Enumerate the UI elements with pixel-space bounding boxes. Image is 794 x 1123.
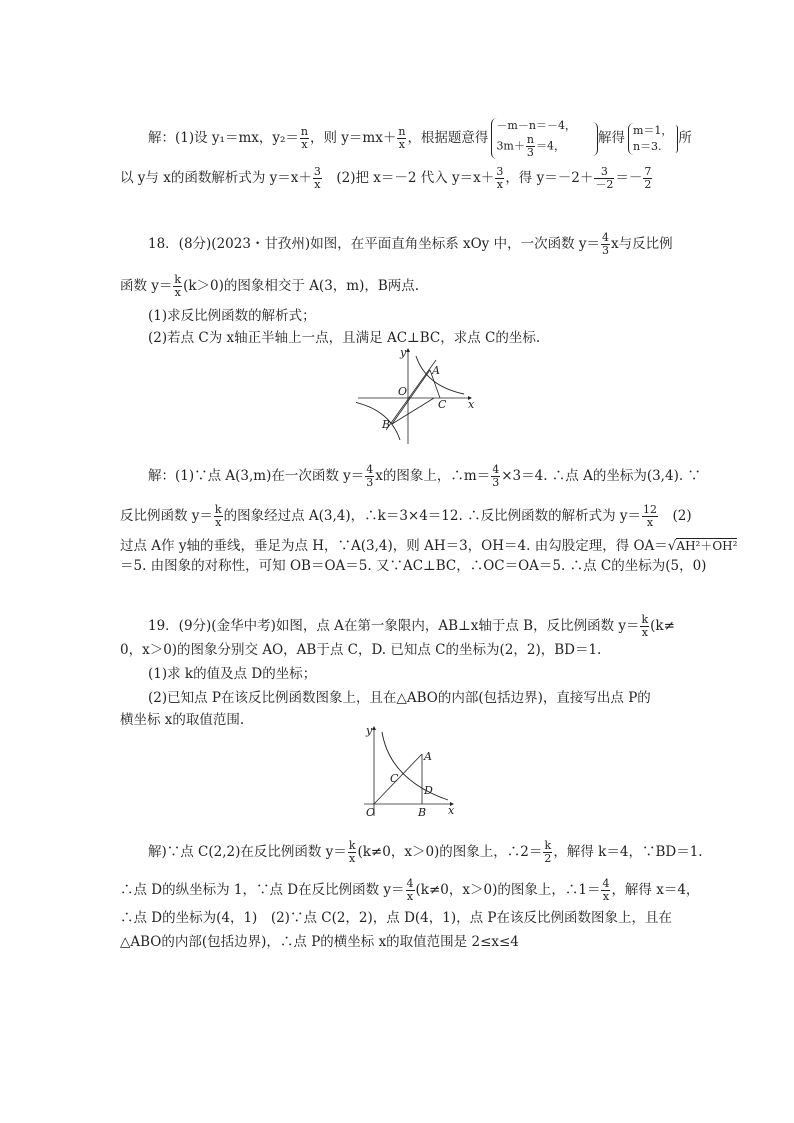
fig-label-y: y — [366, 724, 373, 737]
q18-line2: 函数 y＝ $\frac{k}{x}$ (k＞0)的图象相交于 A(3，m)，B两点. — [120, 273, 420, 299]
q18-figure — [356, 346, 474, 446]
q19-line1: 19．(9分)(金华中考)如图，点 A在第一象限内，AB⊥x轴于点 B，反比例函数 y＝ $\frac{k}{x}$ (k≠ — [148, 613, 675, 639]
sol18-line3: 过点 A作 y轴的垂线，垂足为点 H，∵A(3,4)，则 AH＝3，OH＝4. 由勾股定理，得 OA＝√AH²＋OH² — [120, 538, 738, 554]
fraction: $\frac{n}{x}$ — [398, 125, 406, 151]
equation-system-result: m＝1， n＝3. — [628, 123, 672, 155]
q18-part1: (1)求反比例函数的解析式； — [148, 308, 316, 324]
q18-line1: 18．(8分)(2023・甘孜州)如图，在平面直角坐标系 xOy 中，一次函数 y＝ $\frac{4}{3}$ x与反比例 — [148, 231, 673, 257]
fig-label-C: C — [438, 398, 447, 411]
sol17-line2: 以 y与 x的函数解析式为 y＝x＋ $\frac{3}{x}$ (2)把 x＝－2 代入 y＝x＋ $\frac{3}{x}$ ，得 y＝－2＋ $\frac{3}{-2}$ ＝－ $\frac{7}{2}$ — [120, 165, 652, 191]
sol18-line4: ＝5. 由图象的对称性，可知 OB＝OA＝5. 又∵AC⊥BC，∴OC＝OA＝5. ∴点 C的坐标为(5，0) — [120, 558, 707, 574]
sol19-line2: ∴点 D的纵坐标为 1，∵点 D在反比例函数 y＝ $\frac{4}{x}$ (k≠0，x＞0)的图象上，∴1＝ $\frac{4}{x}$ ，解得 x＝4， — [120, 877, 700, 903]
fig-label-O: O — [366, 806, 376, 819]
q19-part1: (1)求 k的值及点 D的坐标； — [148, 666, 317, 682]
sol19-line3: ∴点 D的坐标为(4，1) (2)∵点 C(2，2)，点 D(4，1)，点 P在该反比例函数图象上，且在 — [120, 910, 672, 926]
equation-system: －m－n＝－4， 3m＋ $\frac{n}{3}$ ＝4， — [491, 118, 576, 159]
fig-label-B: B — [418, 806, 427, 819]
sol19-line4: △ABO的内部(包括边界)，∴点 P的横坐标 x的取值范围是 2≤x≤4 — [120, 934, 519, 950]
fig-label-C: C — [390, 772, 399, 785]
q19-figure — [356, 720, 456, 820]
sol19-line1: 解)∵点 C(2,2)在反比例函数 y＝ $\frac{k}{x}$ (k≠0，x＞0)的图象上，∴2＝ $\frac{k}{2}$ ，解得 k＝4，∵BD＝1. — [148, 839, 703, 865]
q18-part2: (2)若点 C为 x轴正半轴上一点，且满足 AC⊥BC，求点 C的坐标. — [148, 330, 541, 346]
fig-label-x: x — [468, 398, 474, 411]
fig-label-B: B — [382, 418, 391, 431]
q19-line2: 0，x＞0)的图象分别交 AO，AB于点 C，D. 已知点 C的坐标为(2，2)，BD＝1. — [120, 642, 602, 658]
fig-label-y: y — [400, 346, 407, 359]
fig-label-O: O — [398, 385, 408, 398]
fig-label-A: A — [432, 364, 440, 377]
q19-part2a: (2)已知点 P在该反比例函数图象上，且在△ABO的内部(包括边界)，直接写出点 P的 — [148, 690, 651, 706]
q19-part2b: 横坐标 x的取值范围. — [120, 712, 245, 728]
fig-label-D: D — [424, 784, 433, 797]
fig-label-x: x — [448, 804, 455, 817]
sol18-line1: 解：(1)∵点 A(3,m)在一次函数 y＝ $\frac{4}{3}$ x的图象上，∴m＝ $\frac{4}{3}$ ×3＝4. ∴点 A的坐标为(3,4). ∵ — [148, 463, 701, 489]
sol18-line2: 反比例函数 y＝ $\frac{k}{x}$ 的图象经过点 A(3,4)，∴k＝3×4＝12. ∴反比例函数的解析式为 y＝ $\frac{12}{x}$ (2) — [120, 503, 692, 529]
fraction: $\frac{n}{x}$ — [300, 125, 308, 151]
sol17-line1: 解：(1)设 y₁＝mx，y₂＝ $\frac{n}{x}$ ，则 y＝mx＋ $\frac{n}{x}$ ，根据题意得 －m－n＝－4， 3m＋ $\frac{n}{3}$ ＝4， 解得 m＝1， n＝3. 所 — [148, 119, 692, 159]
fig-label-A: A — [424, 750, 432, 763]
